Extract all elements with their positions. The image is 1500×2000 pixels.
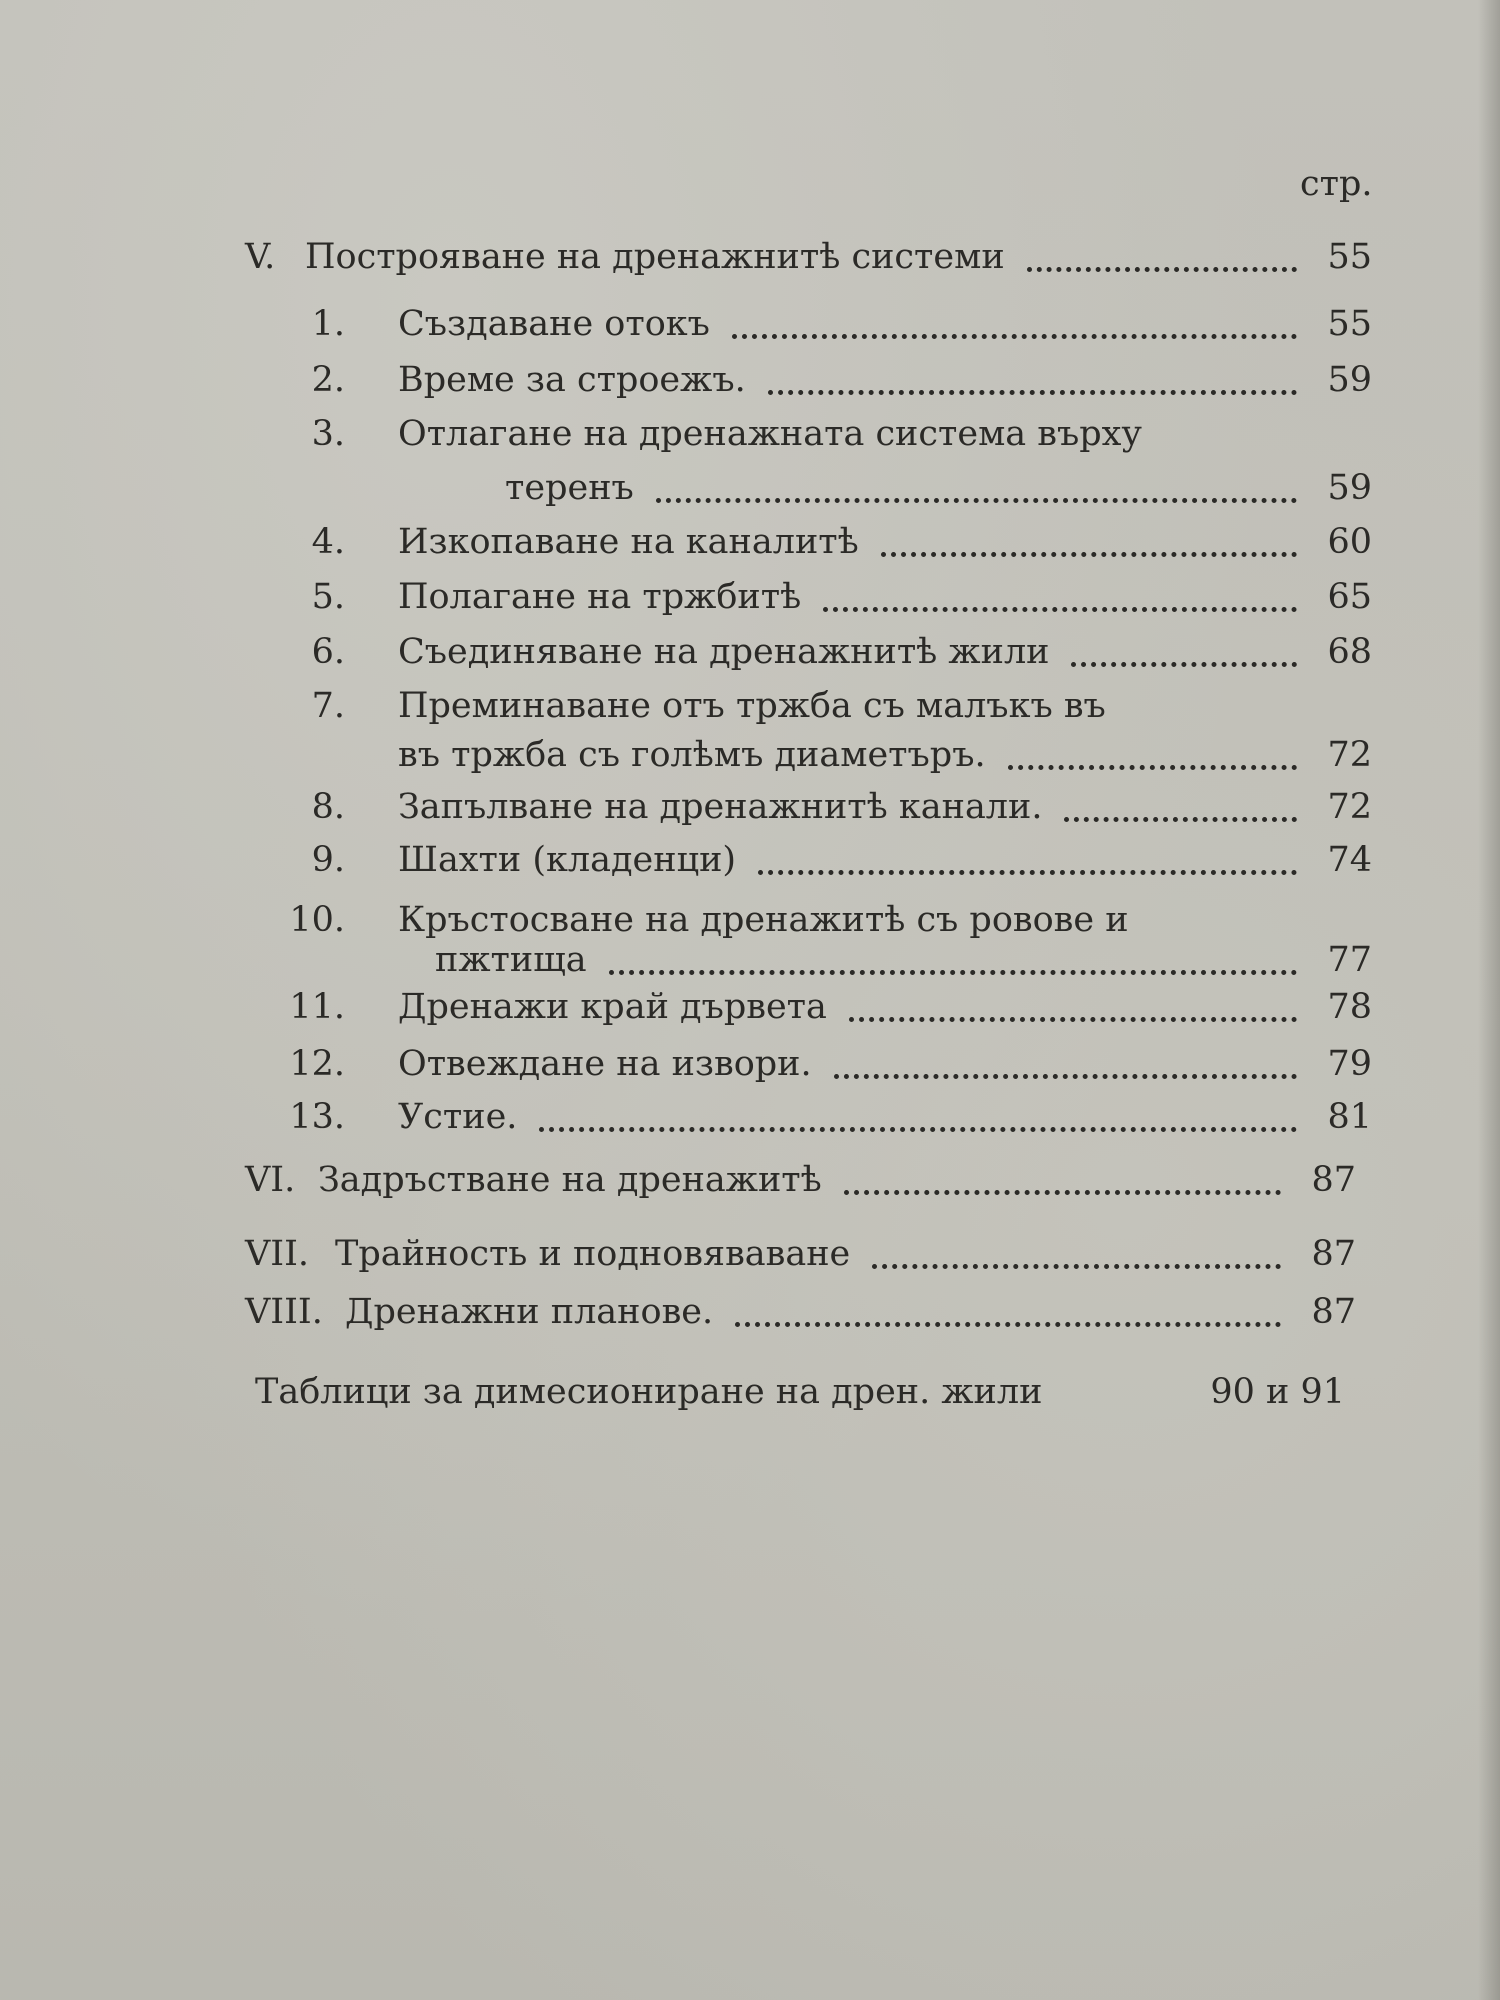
toc-entry-title: Време за строежъ. xyxy=(398,360,746,400)
toc-entry-title: Построяване на дренажнитѣ системи xyxy=(305,237,1005,277)
toc-entry-page: 78 xyxy=(1327,987,1372,1027)
toc-entry-title: Изкопаване на каналитѣ xyxy=(398,522,859,562)
toc-entry-page: 81 xyxy=(1327,1097,1372,1137)
toc-entry-title: Таблици за димесиониране на дрен. жили xyxy=(255,1372,1043,1412)
toc-entry-page: 68 xyxy=(1327,632,1372,672)
toc-entry-number: 6. xyxy=(311,632,345,672)
toc-entry-title: Трайность и подновяваване xyxy=(335,1234,851,1274)
toc-entry-title-continued: пжтища xyxy=(435,940,587,980)
toc-entry-number: 13. xyxy=(289,1097,345,1137)
toc-entry-title: Кръстосване на дренажитѣ съ ровове и xyxy=(398,900,1129,940)
toc-entry-title: Шахти (кладенци) xyxy=(398,840,737,880)
toc-entry-title: Задръстване на дренажитѣ xyxy=(318,1160,822,1200)
dot-leader xyxy=(1027,267,1298,272)
toc-entry-title: Полагане на тржбитѣ xyxy=(398,577,802,617)
toc-entry-page: 59 xyxy=(1327,360,1372,400)
toc-entry-page: 72 xyxy=(1327,735,1372,775)
toc-entry-page: 79 xyxy=(1327,1044,1372,1084)
toc-entry-title: Дренажни планове. xyxy=(345,1292,714,1332)
toc-entry-page: 59 xyxy=(1327,468,1372,508)
dot-leader xyxy=(823,607,1297,612)
toc-entry-title: Устие. xyxy=(398,1097,518,1137)
toc-entry-title: Създаване отокъ xyxy=(398,304,710,344)
toc-entry-title-continued: теренъ xyxy=(505,468,634,508)
toc-entry-page: 55 xyxy=(1327,304,1372,344)
toc-entry-page: 72 xyxy=(1327,787,1372,827)
toc-entry-number: VII. xyxy=(245,1234,310,1274)
dot-leader xyxy=(609,970,1298,975)
dot-leader xyxy=(844,1190,1282,1195)
toc-entry-number: 7. xyxy=(311,686,345,726)
toc-entry-page: 87 xyxy=(1311,1292,1356,1332)
toc-entry-number: 10. xyxy=(289,900,345,940)
toc-entry-title: Дренажи край дървета xyxy=(398,987,827,1027)
toc-entry-page: 87 xyxy=(1311,1234,1356,1274)
dot-leader xyxy=(1008,765,1298,770)
toc-entry-title: Съединяване на дренажнитѣ жили xyxy=(398,632,1050,672)
dot-leader xyxy=(656,498,1298,503)
toc-entry-page: 90 и 91 xyxy=(1210,1372,1345,1412)
dot-leader xyxy=(768,390,1298,395)
dot-leader xyxy=(849,1017,1298,1022)
dot-leader xyxy=(1064,817,1297,822)
toc-entry-page: 87 xyxy=(1311,1160,1356,1200)
toc-entry-number: V. xyxy=(245,237,276,277)
dot-leader xyxy=(758,870,1297,875)
toc-entry-number: VI. xyxy=(245,1160,296,1200)
dot-leader xyxy=(539,1127,1297,1132)
toc-entry-number: 12. xyxy=(289,1044,345,1084)
toc-entry-page: 60 xyxy=(1327,522,1372,562)
toc-entry-number: 1. xyxy=(311,304,345,344)
toc-entry-number: 5. xyxy=(311,577,345,617)
dot-leader xyxy=(1071,662,1297,667)
toc-entry-number: 9. xyxy=(311,840,345,880)
toc-entry-title: Запълване на дренажнитѣ канали. xyxy=(398,787,1043,827)
toc-entry-number: 2. xyxy=(311,360,345,400)
toc-entry-title-continued: въ тржба съ голѣмъ диаметъръ. xyxy=(398,735,986,775)
toc-entry-title: Отлагане на дренажната система върху xyxy=(398,414,1142,454)
dot-leader xyxy=(881,552,1298,557)
toc-entry-number: 8. xyxy=(311,787,345,827)
toc-entry-page: 55 xyxy=(1327,237,1372,277)
page-column-header: стр. xyxy=(1300,164,1373,204)
toc-entry-number: VIII. xyxy=(245,1292,323,1332)
toc-entry-number: 11. xyxy=(289,987,345,1027)
toc-entry-page: 74 xyxy=(1327,840,1372,880)
dot-leader xyxy=(834,1074,1298,1079)
toc-entry-number: 4. xyxy=(311,522,345,562)
toc-entry-title: Преминаване отъ тржба съ малъкъ въ xyxy=(398,686,1106,726)
toc-entry-page: 77 xyxy=(1327,940,1372,980)
dot-leader xyxy=(735,1322,1281,1327)
toc-entry-page: 65 xyxy=(1327,577,1372,617)
dot-leader xyxy=(732,334,1298,339)
toc-entry-title: Отвеждане на извори. xyxy=(398,1044,812,1084)
toc-entry-number: 3. xyxy=(311,414,345,454)
dot-leader xyxy=(872,1264,1281,1269)
